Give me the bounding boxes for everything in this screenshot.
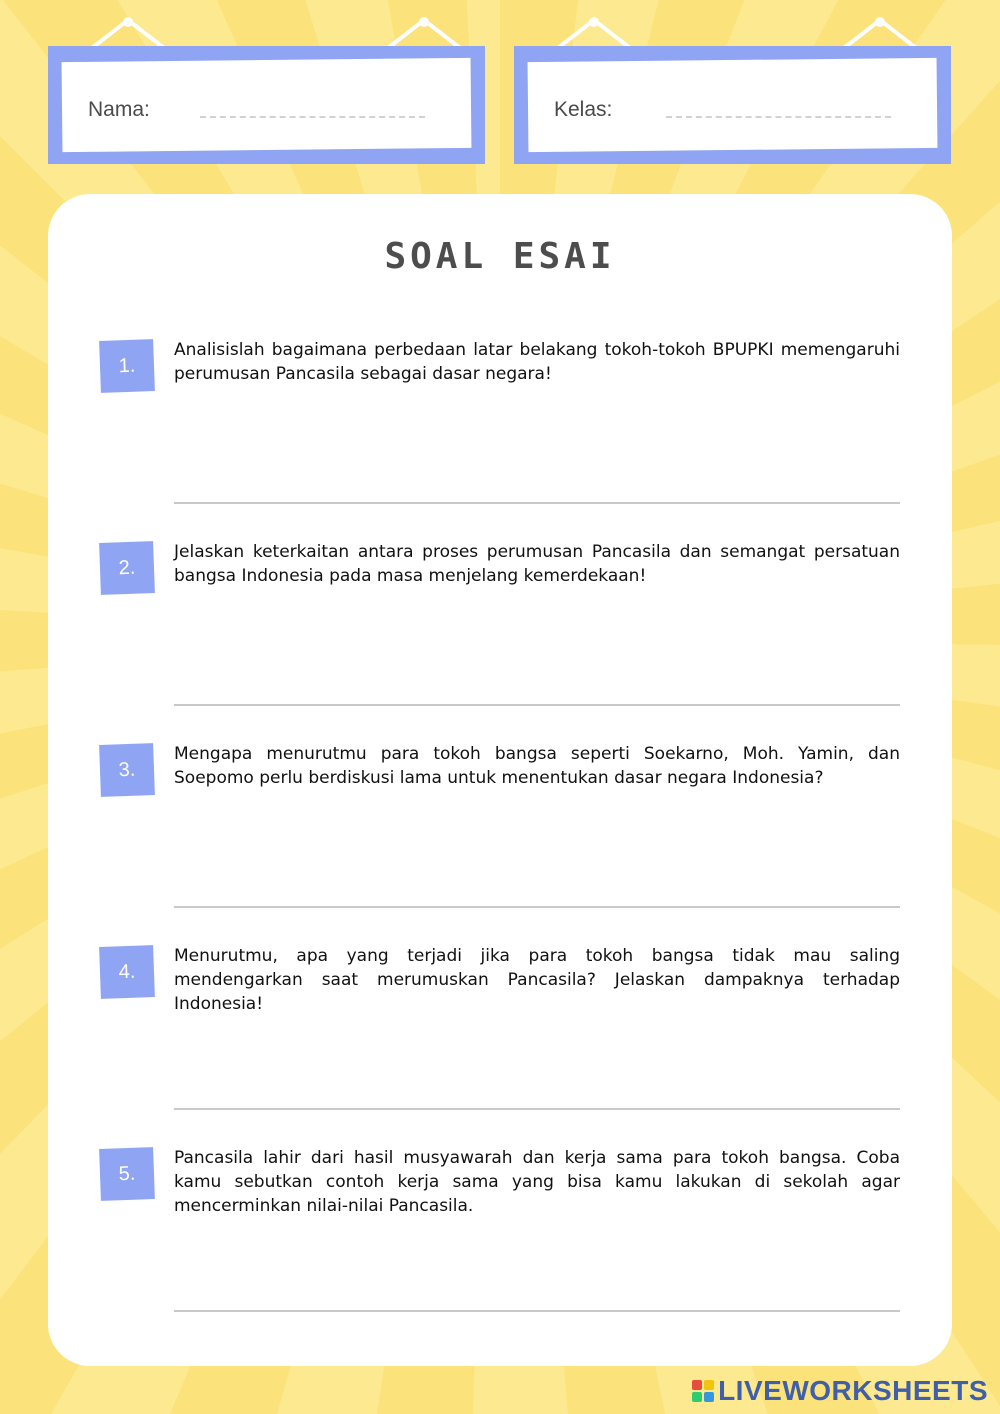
question-number: 4. [99,945,155,999]
question-item [48,1146,952,1316]
question-text: Jelaskan keterkaitan antara proses perumusan Pancasila dan semangat persatuan bangsa Indonesia pada masa menjelang kemerdekaan! [174,542,900,586]
answer-field[interactable] [174,704,900,706]
hanger-icon [88,14,168,50]
answer-field[interactable] [174,502,900,504]
answer-field[interactable] [174,1310,900,1312]
liveworksheets-logo[interactable] [692,1374,988,1408]
hanger-icon [384,14,464,50]
question-text: Menurutmu, apa yang terjadi jika para tokoh bangsa tidak mau saling mendengarkan saat merumuskan Pancasila? Jelaskan dampaknya terhadap Indonesia! [174,946,900,1014]
question-item [48,944,952,1114]
question-number: 5. [99,1147,155,1201]
answer-field[interactable] [174,906,900,908]
question-number: 1. [99,339,155,393]
question-number: 3. [99,743,155,797]
worksheet-title: SOAL ESAI [384,236,616,277]
class-label: Kelas: [554,98,613,121]
question-text: Analisislah bagaimana perbedaan latar belakang tokoh-tokoh BPUPKI memengaruhi perumusan Pancasila sebagai dasar negara! [174,340,900,384]
answer-field[interactable] [174,1108,900,1110]
hanger-icon [840,14,920,50]
class-field[interactable] [666,116,891,118]
name-card [48,46,485,164]
liveworksheets-logo-icon [692,1380,714,1402]
question-item [48,338,952,508]
name-field[interactable] [200,116,425,118]
hanger-icon [554,14,634,50]
brand-name: LIVEWORKSHEETS [718,1375,988,1406]
question-text: Pancasila lahir dari hasil musyawarah dan kerja sama para tokoh bangsa. Coba kamu sebutkan contoh kerja sama yang bisa kamu lakukan di sekolah agar mencerminkan nilai-nilai Pancasila. [174,1148,900,1216]
name-label: Nama: [88,98,150,121]
question-item [48,540,952,710]
question-text: Mengapa menurutmu para tokoh bangsa seperti Soekarno, Moh. Yamin, dan Soepomo perlu berdiskusi lama untuk menentukan dasar negara Indonesia? [174,744,900,788]
worksheet-panel [48,194,952,1366]
question-item [48,742,952,912]
class-card [514,46,951,164]
question-number: 2. [99,541,155,595]
